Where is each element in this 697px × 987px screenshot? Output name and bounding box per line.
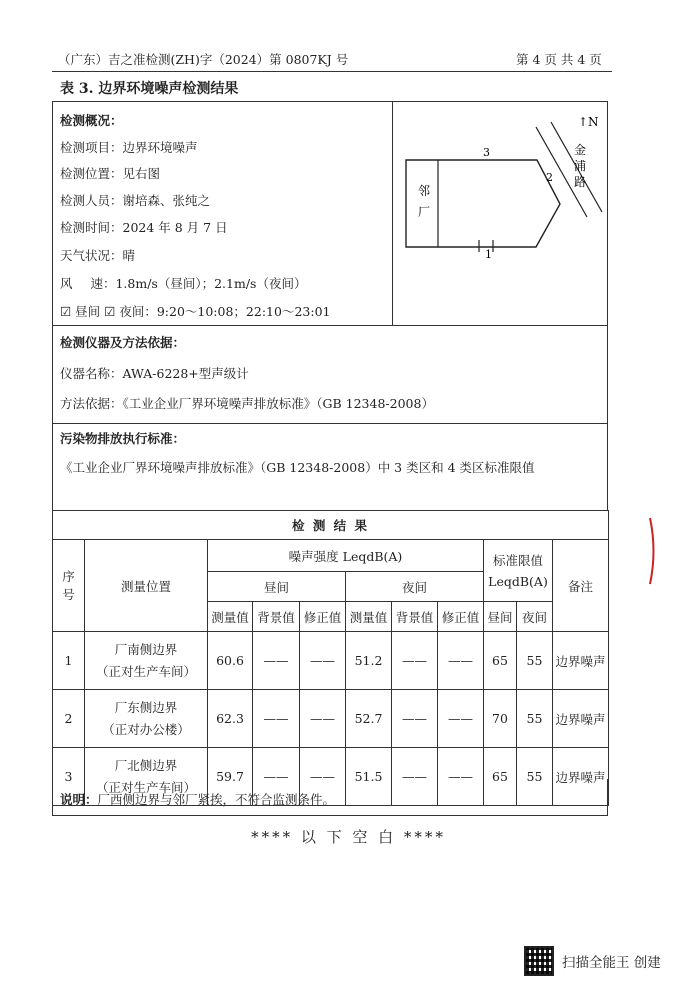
row-position: 厂北侧边界 （正对生产车间） (85, 748, 208, 806)
row-night-corrected: —— (438, 632, 484, 690)
row-limit-night: 55 (517, 632, 553, 690)
row-limit-day: 65 (484, 748, 517, 806)
test-item: 检测项目：边界环境噪声 (60, 140, 198, 155)
neighbor-label-char-2: 厂 (418, 205, 431, 219)
qr-code-icon (524, 946, 554, 976)
header-night-corrected: 修正值 (438, 602, 484, 632)
header-day-corrected: 修正值 (300, 602, 346, 632)
header-limit-day: 昼间 (484, 602, 517, 632)
factory-outline (406, 160, 560, 247)
note-text: 厂西侧边界与邻厂紧挨，不符合监测条件。 (97, 792, 336, 807)
row-day-corrected: —— (300, 748, 346, 806)
header-position: 测量位置 (85, 540, 208, 632)
row-limit-day: 65 (484, 632, 517, 690)
row-remark: 边界噪声 (553, 748, 609, 806)
row-night-measured: 51.5 (346, 748, 392, 806)
row-position: 厂东侧边界 （正对办公楼） (85, 690, 208, 748)
row-day-corrected: —— (300, 632, 346, 690)
method-basis: 方法依据：《工业企业厂界环境噪声排放标准》（GB 12348-2008） (60, 396, 434, 411)
road-label-char-2: 浦 (574, 159, 587, 173)
header-limit: 标准限值 LeqdB(A) (484, 540, 553, 602)
row-night-background: —— (392, 748, 438, 806)
results-title: 检 测 结 果 (53, 511, 609, 540)
wind-value: 1.8m/s（昼间）；2.1m/s（夜间） (115, 276, 307, 291)
row-seq: 2 (53, 690, 85, 748)
site-diagram (393, 102, 607, 325)
header-night: 夜间 (346, 572, 484, 602)
row-limit-day: 70 (484, 690, 517, 748)
stamp-edge-mark (648, 516, 658, 586)
scanner-watermark (524, 946, 661, 976)
diagram-point-3: 3 (483, 146, 490, 159)
row-remark: 边界噪声 (553, 690, 609, 748)
header-noise: 噪声强度 LeqdB(A) (208, 540, 484, 572)
test-period: ☑ 昼间 ☑ 夜间：9:20～10:08；22:10～23:01 (60, 304, 331, 319)
report-number: （广东）吉之准检测(ZH)字（2024）第 0807KJ 号 (58, 52, 349, 67)
row-position: 厂南侧边界 （正对生产车间） (85, 632, 208, 690)
instrument-section (52, 325, 608, 424)
header-limit-night: 夜间 (517, 602, 553, 632)
row-day-corrected: —— (300, 690, 346, 748)
neighbor-label-char-1: 邻 (418, 184, 431, 198)
header-divider (52, 71, 612, 72)
row-day-background: —— (253, 632, 300, 690)
row-day-measured: 59.7 (208, 748, 253, 806)
standard-text: 《工业企业厂界环境噪声排放标准》（GB 12348-2008）中 3 类区和 4 类区标准限值 (60, 460, 535, 475)
page-number: 第 4 页 共 4 页 (516, 52, 602, 67)
note-section (52, 779, 608, 816)
test-date: 检测时间：2024 年 8 月 7 日 (60, 220, 228, 235)
row-day-background: —— (253, 748, 300, 806)
row-night-measured: 51.2 (346, 632, 392, 690)
row-day-measured: 62.3 (208, 690, 253, 748)
row-seq: 1 (53, 632, 85, 690)
row-night-corrected: —— (438, 748, 484, 806)
table-title: 表 3. 边界环境噪声检测结果 (60, 81, 239, 97)
north-arrow: ↑N (578, 115, 599, 129)
diagram-point-2: 2 (546, 171, 553, 184)
row-seq: 3 (53, 748, 85, 806)
header-day-background: 背景值 (253, 602, 300, 632)
header-day-measured: 测量值 (208, 602, 253, 632)
weather: 天气状况：晴 (60, 248, 136, 263)
overview-heading: 检测概况： (60, 113, 123, 128)
row-day-background: —— (253, 690, 300, 748)
overview-section (52, 101, 608, 326)
wind-speed (60, 274, 306, 292)
row-night-measured: 52.7 (346, 690, 392, 748)
road-label-char-3: 路 (574, 175, 587, 189)
row-night-corrected: —— (438, 690, 484, 748)
row-night-background: —— (392, 632, 438, 690)
standard-heading: 污染物排放执行标准： (60, 431, 186, 446)
row-night-background: —— (392, 690, 438, 748)
header-day: 昼间 (208, 572, 346, 602)
blank-marker: **** 以 下 空 白 **** (251, 828, 446, 846)
instrument-heading: 检测仪器及方法依据： (60, 335, 186, 350)
standard-section (52, 423, 608, 511)
row-limit-night: 55 (517, 690, 553, 748)
diagram-point-1: 1 (485, 248, 492, 261)
test-location: 检测位置：见右图 (60, 166, 161, 181)
header-night-measured: 测量值 (346, 602, 392, 632)
road-label-char-1: 金 (574, 143, 587, 157)
test-personnel: 检测人员：谢培森、张纯之 (60, 193, 211, 208)
table-row (53, 632, 609, 690)
header-night-background: 背景值 (392, 602, 438, 632)
wind-label: 风 速： (60, 276, 116, 291)
header-seq: 序号 (53, 540, 85, 632)
results-table (52, 510, 609, 806)
scanner-text: 扫描全能王 创建 (562, 955, 661, 971)
note-label: 说明： (60, 792, 98, 807)
row-remark: 边界噪声 (553, 632, 609, 690)
table-row (53, 690, 609, 748)
row-limit-night: 55 (517, 748, 553, 806)
instrument-name: 仪器名称：AWA-6228+型声级计 (60, 366, 249, 381)
row-day-measured: 60.6 (208, 632, 253, 690)
header-remark: 备注 (553, 540, 609, 632)
